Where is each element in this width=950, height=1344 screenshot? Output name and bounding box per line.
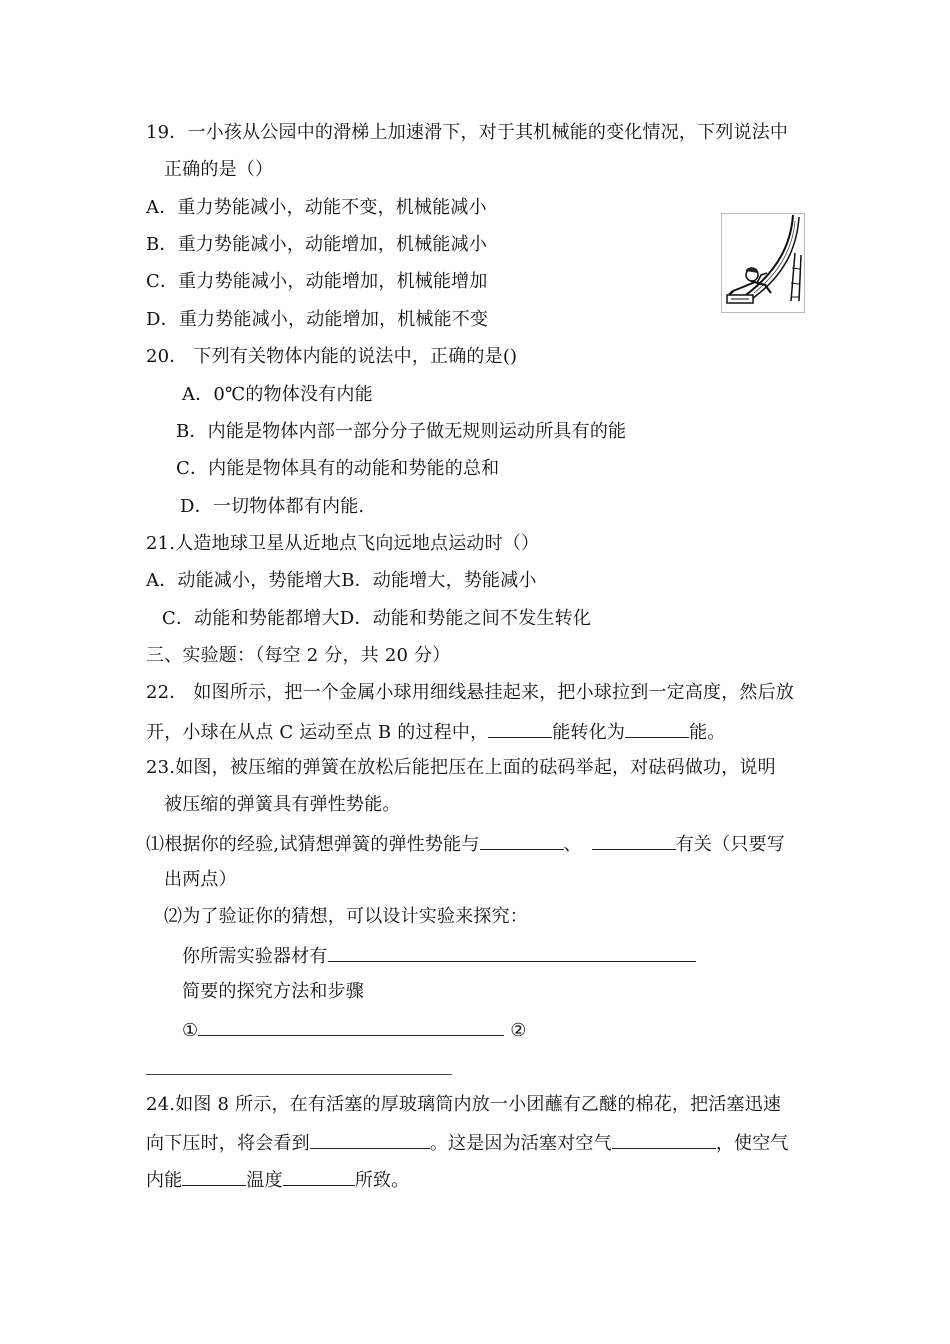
q22-line1: 22． 如图所示，把一个金属小球用细线悬挂起来，把小球拉到一定高度，然后放 (146, 682, 795, 703)
q23-line2: 被压缩的弹簧具有弹性势能。 (164, 794, 401, 815)
q20-stem: 20． 下列有关物体内能的说法中，正确的是() (146, 346, 518, 367)
q23-step1-blank[interactable] (198, 1017, 504, 1036)
q23-step2-blank[interactable] (146, 1074, 452, 1075)
q23-step1-marker: ① (182, 1020, 199, 1041)
q22-blank-1[interactable] (488, 719, 552, 738)
q23-part1-text-b: 、 (563, 834, 582, 855)
q22-line2 (146, 719, 726, 745)
q24-text-d: 内能 (146, 1170, 183, 1191)
q24-blank-4[interactable] (283, 1167, 355, 1186)
q23-equipment (182, 943, 696, 969)
q23-part1 (146, 831, 785, 857)
q24-blank-3[interactable] (182, 1167, 246, 1186)
q23-part1-cont: 出两点） (164, 869, 237, 890)
section-title: 三、实验题：（每空 2 分，共 20 分） (146, 645, 451, 666)
q21-stem: 21.人造地球卫星从近地点飞向远地点运动时（） (146, 533, 540, 554)
q20-option-b: B．内能是物体内部一部分分子做无规则运动所具有的能 (176, 421, 627, 442)
q19-stem-line1: 19．一小孩从公园中的滑梯上加速滑下，对于其机械能的变化情况，下列说法中 (146, 122, 789, 143)
q21-options-cd: C．动能和势能都增大D．动能和势能之间不发生转化 (162, 608, 592, 629)
q19-option-a: A．重力势能减小，动能不变，机械能减小 (146, 197, 487, 218)
q19-option-d: D．重力势能减小，动能增加，机械能不变 (146, 309, 489, 330)
q23-part1-text-c: 有关（只要写 (675, 834, 785, 855)
q24-text-f: 所致。 (354, 1170, 410, 1191)
q22-text-b: 能转化为 (552, 722, 626, 743)
q22-blank-2[interactable] (625, 719, 689, 738)
q20-option-d: D．一切物体都有内能. (180, 496, 365, 517)
q24-text-e: 温度 (246, 1170, 283, 1191)
q23-blank-1[interactable] (480, 831, 564, 850)
slide-child-icon (721, 213, 805, 313)
q19-stem-line2: 正确的是（） (164, 159, 274, 180)
q24-line1: 24.如图 8 所示，在有活塞的厚玻璃筒内放一小团蘸有乙醚的棉花，把活塞迅速 (146, 1094, 782, 1115)
q23-equipment-label: 你所需实验器材有 (182, 946, 328, 967)
q20-option-c: C．内能是物体具有的动能和势能的总和 (176, 458, 500, 479)
q20-option-a: A．0℃的物体没有内能 (182, 384, 373, 405)
q24-line3 (146, 1167, 409, 1193)
q21-options-ab: A．动能减小，势能增大B．动能增大，势能减小 (146, 570, 537, 591)
q19-option-b: B．重力势能减小，动能增加，机械能减小 (146, 234, 488, 255)
q24-text-c: ，使空气 (715, 1133, 789, 1154)
q23-steps (182, 1017, 527, 1043)
q23-line1: 23.如图，被压缩的弹簧在放松后能把压在上面的砝码举起，对砝码做功，说明 (146, 757, 776, 778)
q24-blank-1[interactable] (310, 1130, 430, 1149)
q23-method: 简要的探究方法和步骤 (182, 981, 364, 1002)
q24-line2 (146, 1130, 789, 1156)
q24-blank-2[interactable] (612, 1130, 716, 1149)
q23-part1-text-a: ⑴根据你的经验,试猜想弹簧的弹性势能与 (146, 834, 480, 855)
q24-text-a: 向下压时，将会看到 (146, 1133, 310, 1154)
q22-text-a: 开，小球在从点 C 运动至点 B 的过程中， (146, 722, 489, 743)
q24-text-b: 。这是因为活塞对空气 (429, 1133, 612, 1154)
q22-text-c: 能。 (689, 722, 726, 743)
q23-equipment-blank[interactable] (328, 943, 696, 962)
q23-part2: ⑵为了验证你的猜想，可以设计实验来探究： (164, 906, 528, 927)
q23-step2-marker: ② (510, 1020, 527, 1041)
q19-option-c: C．重力势能减小，动能增加，机械能增加 (146, 271, 488, 292)
q23-blank-2[interactable] (592, 831, 676, 850)
